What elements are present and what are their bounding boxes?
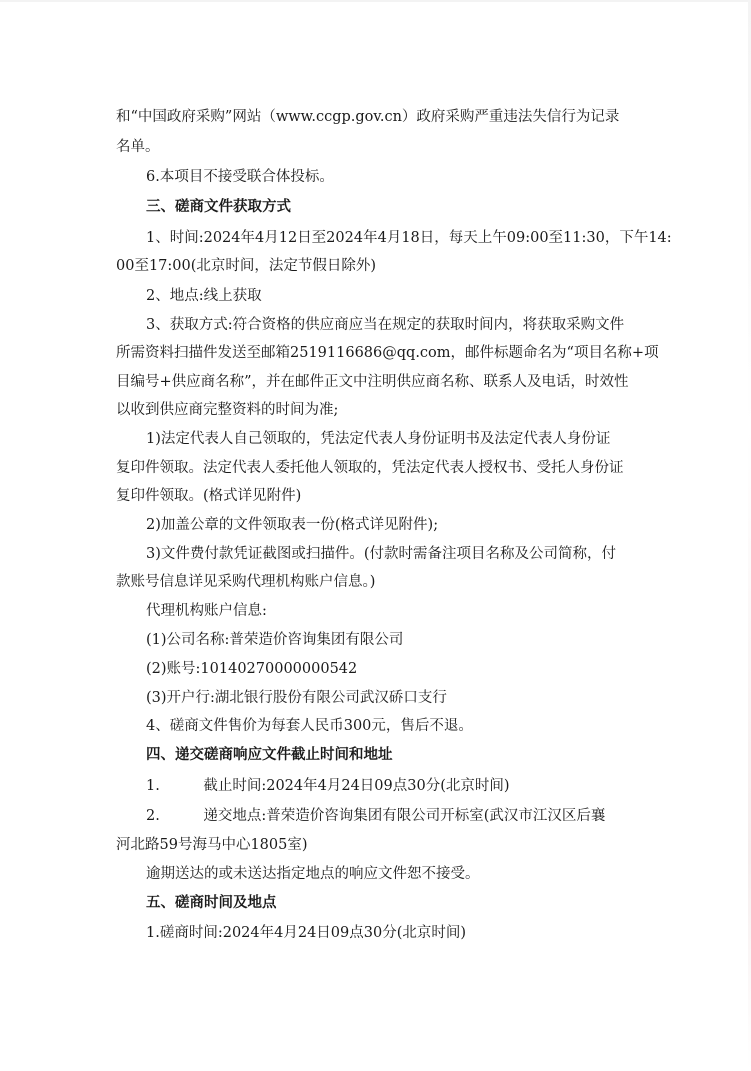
- text-line-18: 代理机构账户信息:: [146, 603, 267, 619]
- section-heading-4: 四、递交磋商响应文件截止时间和地址: [146, 746, 393, 763]
- text-line-12: 1)法定代表人自己领取的，凭法定代表人身份证明书及法定代表人身份证: [146, 431, 611, 447]
- text-line-26: 河北路59号海马中心1805室): [116, 837, 308, 853]
- text-line-27: 逾期送达的或未送达指定地点的响应文件恕不接受。: [146, 866, 480, 882]
- text-line-10: 目编号+供应商名称”，并在邮件正文中注明供应商名称、联系人及电话，时效性: [116, 374, 629, 390]
- text-line-17: 款账号信息详见采购代理机构账户信息。): [116, 574, 376, 590]
- text-line-24: 1. 截止时间:2024年4月24日09点30分(北京时间): [146, 778, 510, 794]
- text-line-15: 2)加盖公章的文件领取表一份(格式详见附件);: [146, 517, 439, 533]
- text-line-21: (3)开户行:湖北银行股份有限公司武汉硚口支行: [146, 690, 447, 706]
- section-heading-5: 五、磋商时间及地点: [146, 894, 277, 911]
- text-line-14: 复印件领取。(格式详见附件): [116, 488, 302, 504]
- text-line-22: 4、磋商文件售价为每套人民币300元，售后不退。: [146, 718, 473, 734]
- text-line-3: 6.本项目不接受联合体投标。: [146, 169, 334, 185]
- text-line-6: 00至17:00(北京时间，法定节假日除外): [116, 258, 377, 274]
- text-line-2: 名单。: [116, 139, 160, 155]
- text-line-8: 3、获取方式:符合资格的供应商应当在规定的获取时间内，将获取采购文件: [146, 317, 625, 333]
- text-line-7: 2、地点:线上获取: [146, 288, 262, 304]
- text-line-29: 1.磋商时间:2024年4月24日09点30分(北京时间): [146, 925, 467, 941]
- text-line-5: 1、时间:2024年4月12日至2024年4月18日，每天上午09:00至11:30，下午14:: [146, 230, 672, 246]
- text-line-13: 复印件领取。法定代表人委托他人领取的，凭法定代表人授权书、受托人身份证: [116, 460, 624, 476]
- scan-top-edge: [0, 0, 751, 2]
- text-line-11: 以收到供应商完整资料的时间为准;: [116, 402, 339, 418]
- text-line-16: 3)文件费付款凭证截图或扫描件。(付款时需备注项目名称及公司简称，付: [146, 546, 617, 562]
- text-line-25: 2. 递交地点:普荣造价咨询集团有限公司开标室(武汉市江汉区后襄: [146, 808, 606, 824]
- text-line-1: 和“中国政府采购”网站（www.ccgp.gov.cn）政府采购严重违法失信行为记录: [116, 109, 620, 125]
- text-line-9: 所需资料扫描件发送至邮箱2519116686@qq.com，邮件标题命名为“项目名称+项: [116, 345, 659, 361]
- text-line-20: (2)账号:10140270000000542: [146, 661, 358, 677]
- text-line-19: (1)公司名称:普荣造价咨询集团有限公司: [146, 632, 404, 648]
- section-heading-3: 三、磋商文件获取方式: [146, 198, 291, 215]
